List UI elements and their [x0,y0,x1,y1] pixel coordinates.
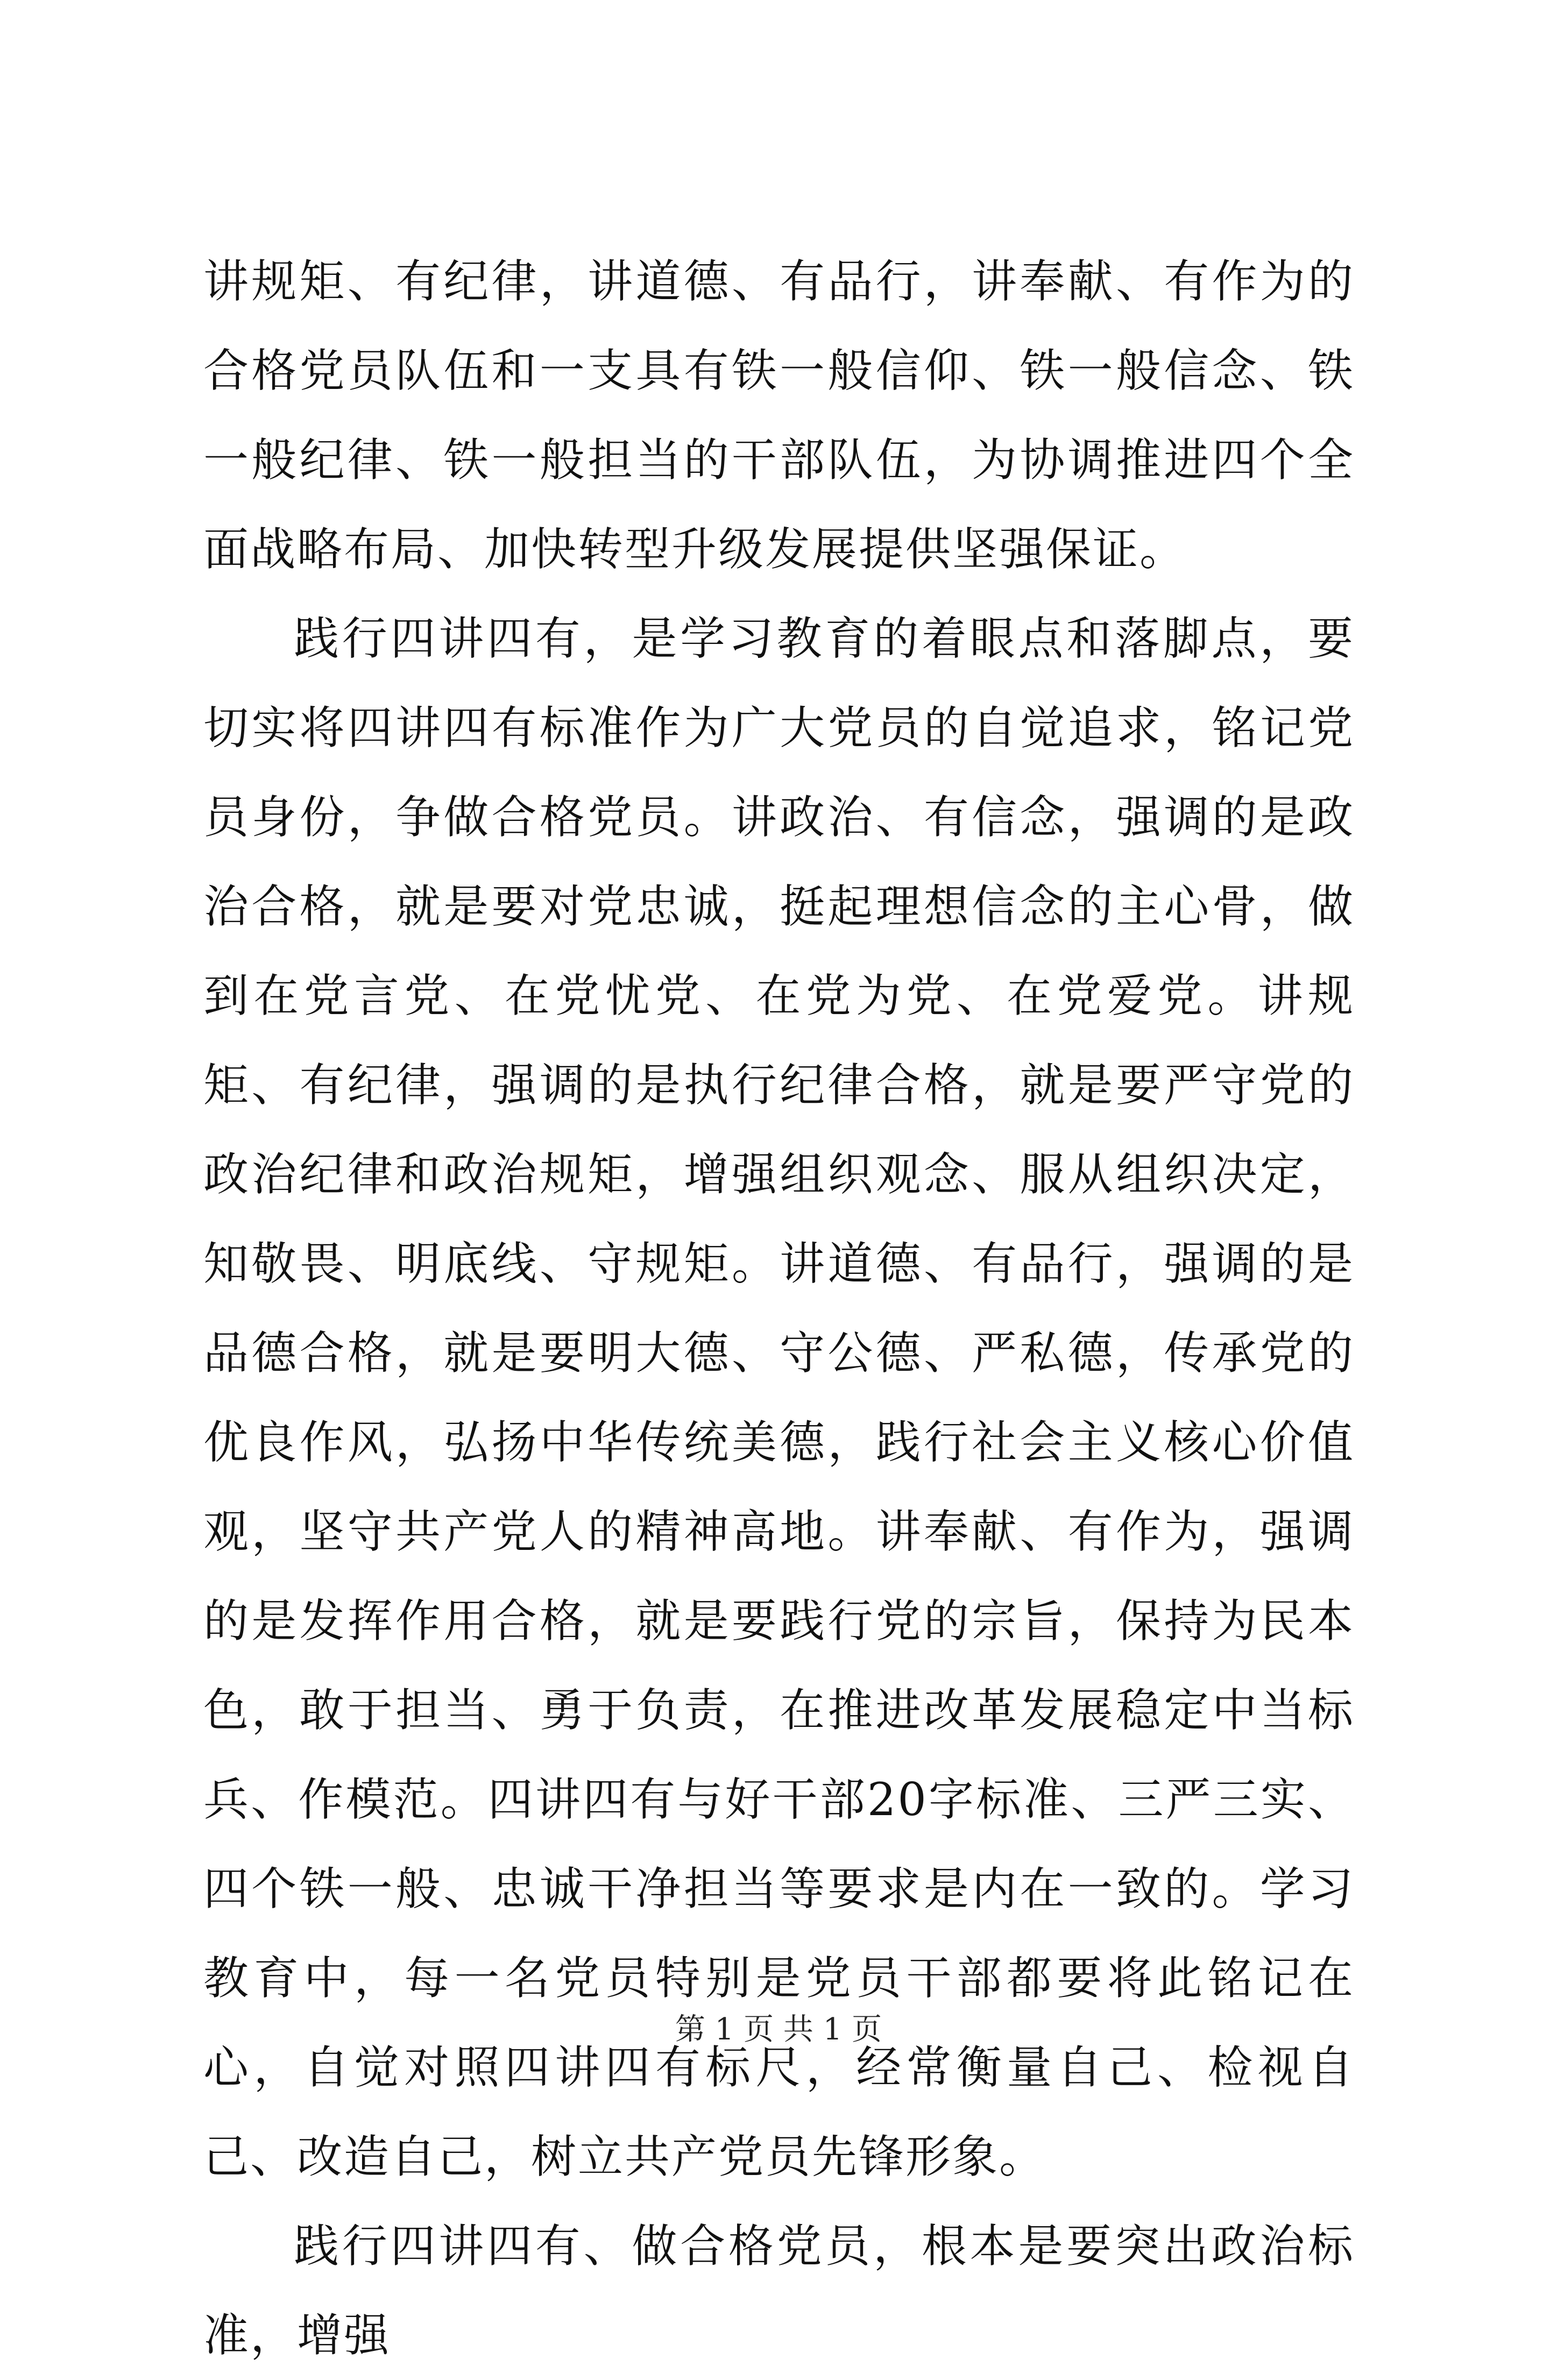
document-body [203,237,1355,2380]
paragraph-continued: 讲规矩、有纪律，讲道德、有品行，讲奉献、有作为的合格党员队伍和一支具有铁一般信仰、铁一般信念、铁一般纪律、铁一般担当的干部队伍，为协调推进四个全面战略布局、加快转型升级发展提供坚强保证。 [203,255,1355,576]
paragraph-political-standard: 践行四讲四有、做合格党员，根本是要突出政治标准，增强 [203,2220,1355,2362]
paragraph-practice-four-speaks: 践行四讲四有，是学习教育的着眼点和落脚点，要切实将四讲四有标准作为广大党员的自觉追求，铭记党员身份，争做合格党员。讲政治、有信念，强调的是政治合格，就是要对党忠诚，挺起理想信念的主心骨，做到在党言党、在党忧党、在党为党、在党爱党。讲规矩、有纪律，强调的是执行纪律合格，就是要严守党的政治纪律和政治规矩，增强组织观念、服从组织决定，知敬畏、明底线、守规矩。讲道德、有品行，强调的是品德合格，就是要明大德、守公德、严私德，传承党的优良作风，弘扬中华传统美德，践行社会主义核心价值观，坚守共产党人的精神高地。讲奉献、有作为，强调的是发挥作用合格，就是要践行党的宗旨，保持为民本色，敢于担当、勇于负责，在推进改革发展稳定中当标兵、作模范。四讲四有与好干部20字标准、三严三实、四个铁一般、忠诚干净担当等要求是内在一致的。学习教育中，每一名党员特别是党员干部都要将此铭记在心，自觉对照四讲四有标尺，经常衡量自己、检视自己、改造自己，树立共产党员先锋形象。 [203,612,1355,2183]
page-number-footer: 第 1 页 共 1 页 [675,2012,882,2047]
